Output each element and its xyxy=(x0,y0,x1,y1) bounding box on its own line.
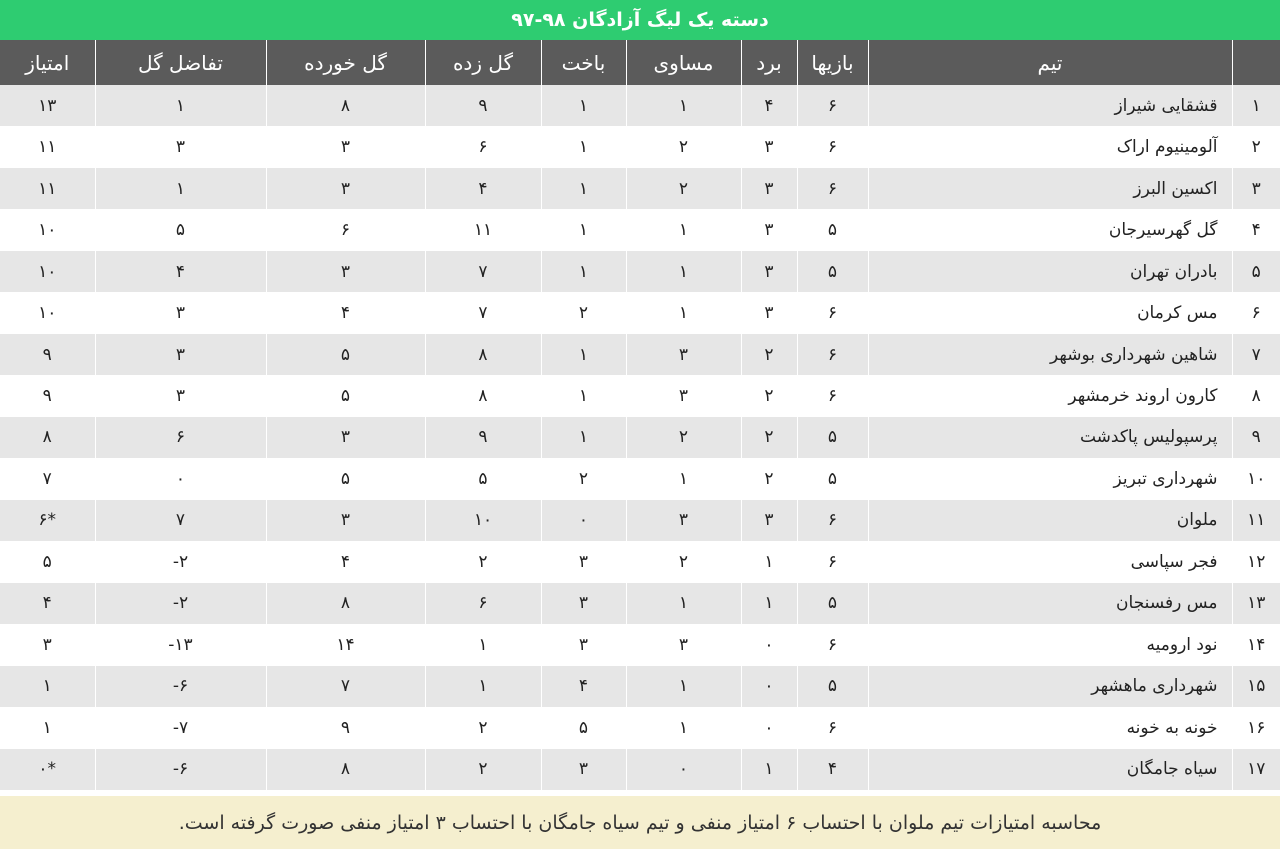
goals-for-cell: ۲ xyxy=(425,707,541,748)
draws-cell: ۱ xyxy=(626,209,741,250)
goals-for-cell: ۹ xyxy=(425,417,541,458)
losses-cell: ۳ xyxy=(541,624,626,665)
draws-cell: ۱ xyxy=(626,583,741,624)
wins-cell: ۰ xyxy=(741,666,797,707)
draws-cell: ۱ xyxy=(626,292,741,333)
table-row xyxy=(0,85,1280,126)
draws-cell: ۳ xyxy=(626,624,741,665)
rank-cell: ۹ xyxy=(1232,417,1280,458)
goals-against-cell: ۵ xyxy=(266,458,425,499)
goals-against-cell: ۸ xyxy=(266,85,425,126)
goal-diff-cell: ۱ xyxy=(95,85,266,126)
points-cell: ۱۱ xyxy=(38,137,57,158)
rank-cell: ۶ xyxy=(1232,292,1280,333)
points-cell: ۹ xyxy=(42,344,52,365)
team-name-cell: شهرداری ماهشهر xyxy=(868,666,1232,707)
points-cell: ۱ xyxy=(42,676,52,697)
goals-against-cell: ۹ xyxy=(266,707,425,748)
team-name-cell: سیاه جامگان xyxy=(868,749,1232,790)
rank-cell: ۱۶ xyxy=(1232,707,1280,748)
goal-diff-cell: ۳ xyxy=(95,126,266,167)
goal-diff-cell: ۳ xyxy=(95,292,266,333)
footnote: محاسبه امتیازات تیم ملوان با احتساب ۶ امتیاز منفی و تیم سیاه جامگان با احتساب ۳ امتیاز منفی صورت گرفته است. xyxy=(0,796,1280,849)
team-name-cell: گل گهرسیرجان xyxy=(868,209,1232,250)
points-cell: ۱۰ xyxy=(38,220,57,241)
team-name-cell: پرسپولیس پاکدشت xyxy=(868,417,1232,458)
points-cell: ۷ xyxy=(42,468,52,489)
rank-cell: ۲ xyxy=(1232,126,1280,167)
rank-cell: ۸ xyxy=(1232,375,1280,416)
header-row xyxy=(0,40,1280,85)
header-wins: برد xyxy=(741,40,797,85)
header-goals-for: گل زده xyxy=(425,40,541,85)
points-cell: ۱۰ xyxy=(38,261,57,282)
wins-cell: ۳ xyxy=(741,292,797,333)
goal-diff-cell: -۲ xyxy=(95,583,266,624)
losses-cell: ۱ xyxy=(541,417,626,458)
rank-cell: ۱۴ xyxy=(1232,624,1280,665)
table-row xyxy=(0,500,1280,541)
goals-for-cell: ۶ xyxy=(425,583,541,624)
table-row xyxy=(0,292,1280,333)
goals-against-cell: ۶ xyxy=(266,209,425,250)
header-goal-diff: تفاضل گل xyxy=(95,40,266,85)
table-row xyxy=(0,417,1280,458)
goal-diff-cell: ۳ xyxy=(95,334,266,375)
wins-cell: ۲ xyxy=(741,375,797,416)
played-cell: ۶ xyxy=(797,375,868,416)
points-cell: ۸ xyxy=(42,427,52,448)
table-row xyxy=(0,707,1280,748)
goals-for-cell: ۸ xyxy=(425,375,541,416)
table-row xyxy=(0,583,1280,624)
played-cell: ۵ xyxy=(797,458,868,499)
losses-cell: ۱ xyxy=(541,126,626,167)
goals-against-cell: ۴ xyxy=(266,292,425,333)
goals-for-cell: ۷ xyxy=(425,251,541,292)
rank-cell: ۱۱ xyxy=(1232,500,1280,541)
wins-cell: ۰ xyxy=(741,707,797,748)
header-team: تیم xyxy=(868,40,1232,85)
draws-cell: ۱ xyxy=(626,666,741,707)
wins-cell: ۱ xyxy=(741,583,797,624)
rank-cell: ۳ xyxy=(1232,168,1280,209)
rank-cell: ۷ xyxy=(1232,334,1280,375)
goals-for-cell: ۷ xyxy=(425,292,541,333)
goals-against-cell: ۵ xyxy=(266,375,425,416)
goals-against-cell: ۸ xyxy=(266,583,425,624)
draws-cell: ۱ xyxy=(626,85,741,126)
goals-for-cell: ۱ xyxy=(425,666,541,707)
points-cell: ۳ xyxy=(42,634,52,655)
wins-cell: ۲ xyxy=(741,458,797,499)
goal-diff-cell: ۶ xyxy=(95,417,266,458)
played-cell: ۵ xyxy=(797,417,868,458)
points-cell: ۶* xyxy=(38,510,57,531)
goals-for-cell: ۹ xyxy=(425,85,541,126)
team-name-cell: ملوان xyxy=(868,500,1232,541)
played-cell: ۶ xyxy=(797,707,868,748)
losses-cell: ۱ xyxy=(541,209,626,250)
table-row xyxy=(0,624,1280,665)
wins-cell: ۳ xyxy=(741,168,797,209)
losses-cell: ۲ xyxy=(541,458,626,499)
team-name-cell: اکسین البرز xyxy=(868,168,1232,209)
goals-for-cell: ۱۰ xyxy=(425,500,541,541)
table-row xyxy=(0,334,1280,375)
played-cell: ۶ xyxy=(797,168,868,209)
losses-cell: ۳ xyxy=(541,749,626,790)
goals-against-cell: ۳ xyxy=(266,500,425,541)
standings-table xyxy=(0,40,1280,790)
table-row xyxy=(0,375,1280,416)
goal-diff-cell: ۱ xyxy=(95,168,266,209)
played-cell: ۶ xyxy=(797,541,868,582)
losses-cell: ۰ xyxy=(541,500,626,541)
played-cell: ۶ xyxy=(797,624,868,665)
rank-cell: ۱۳ xyxy=(1232,583,1280,624)
wins-cell: ۱ xyxy=(741,541,797,582)
table-row xyxy=(0,209,1280,250)
wins-cell: ۱ xyxy=(741,749,797,790)
played-cell: ۶ xyxy=(797,85,868,126)
rank-cell: ۱۲ xyxy=(1232,541,1280,582)
goal-diff-cell: -۱۳ xyxy=(95,624,266,665)
goals-against-cell: ۱۴ xyxy=(266,624,425,665)
table-row xyxy=(0,251,1280,292)
rank-cell: ۱۵ xyxy=(1232,666,1280,707)
draws-cell: ۲ xyxy=(626,541,741,582)
team-name-cell: شاهین شهرداری بوشهر xyxy=(868,334,1232,375)
table-body xyxy=(0,85,1280,790)
draws-cell: ۱ xyxy=(626,458,741,499)
rank-cell: ۴ xyxy=(1232,209,1280,250)
played-cell: ۶ xyxy=(797,126,868,167)
wins-cell: ۳ xyxy=(741,126,797,167)
points-cell: ۰* xyxy=(38,759,57,780)
goals-against-cell: ۴ xyxy=(266,541,425,582)
team-name-cell: نود ارومیه xyxy=(868,624,1232,665)
played-cell: ۵ xyxy=(797,666,868,707)
losses-cell: ۱ xyxy=(541,168,626,209)
table-row xyxy=(0,126,1280,167)
header-rank xyxy=(1232,40,1280,85)
wins-cell: ۰ xyxy=(741,624,797,665)
wins-cell: ۳ xyxy=(741,209,797,250)
points-cell: ۱ xyxy=(42,717,52,738)
goal-diff-cell: ۳ xyxy=(95,375,266,416)
draws-cell: ۳ xyxy=(626,334,741,375)
losses-cell: ۳ xyxy=(541,583,626,624)
draws-cell: ۳ xyxy=(626,375,741,416)
points-cell: ۵ xyxy=(42,551,52,572)
goal-diff-cell: -۷ xyxy=(95,707,266,748)
goal-diff-cell: -۶ xyxy=(95,666,266,707)
team-name-cell: شهرداری تبریز xyxy=(868,458,1232,499)
losses-cell: ۳ xyxy=(541,541,626,582)
goal-diff-cell: ۴ xyxy=(95,251,266,292)
points-cell: ۱۳ xyxy=(38,95,57,116)
losses-cell: ۱ xyxy=(541,334,626,375)
losses-cell: ۱ xyxy=(541,375,626,416)
goals-for-cell: ۶ xyxy=(425,126,541,167)
points-cell: ۴ xyxy=(42,593,52,614)
goals-for-cell: ۱ xyxy=(425,624,541,665)
points-cell: ۹ xyxy=(42,386,52,407)
goals-against-cell: ۸ xyxy=(266,749,425,790)
table-row xyxy=(0,666,1280,707)
goals-against-cell: ۷ xyxy=(266,666,425,707)
team-name-cell: بادران تهران xyxy=(868,251,1232,292)
played-cell: ۶ xyxy=(797,500,868,541)
played-cell: ۵ xyxy=(797,209,868,250)
rank-cell: ۵ xyxy=(1232,251,1280,292)
goals-against-cell: ۳ xyxy=(266,168,425,209)
played-cell: ۶ xyxy=(797,292,868,333)
table-row xyxy=(0,168,1280,209)
losses-cell: ۱ xyxy=(541,251,626,292)
team-name-cell: کارون اروند خرمشهر xyxy=(868,375,1232,416)
goals-for-cell: ۱۱ xyxy=(425,209,541,250)
draws-cell: ۲ xyxy=(626,126,741,167)
goals-for-cell: ۲ xyxy=(425,749,541,790)
goal-diff-cell: -۲ xyxy=(95,541,266,582)
draws-cell: ۲ xyxy=(626,417,741,458)
header-draws: مساوی xyxy=(626,40,741,85)
header-losses: باخت xyxy=(541,40,626,85)
draws-cell: ۱ xyxy=(626,707,741,748)
goals-for-cell: ۵ xyxy=(425,458,541,499)
wins-cell: ۳ xyxy=(741,500,797,541)
played-cell: ۴ xyxy=(797,749,868,790)
losses-cell: ۵ xyxy=(541,707,626,748)
goal-diff-cell: ۰ xyxy=(95,458,266,499)
team-name-cell: قشقایی شیراز xyxy=(868,85,1232,126)
table-row xyxy=(0,458,1280,499)
team-name-cell: مس رفسنجان xyxy=(868,583,1232,624)
played-cell: ۵ xyxy=(797,583,868,624)
rank-cell: ۱ xyxy=(1232,85,1280,126)
draws-cell: ۱ xyxy=(626,251,741,292)
losses-cell: ۴ xyxy=(541,666,626,707)
goal-diff-cell: -۶ xyxy=(95,749,266,790)
points-cell: ۱۱ xyxy=(38,178,57,199)
header-goals-against: گل خورده xyxy=(266,40,425,85)
draws-cell: ۳ xyxy=(626,500,741,541)
table-row xyxy=(0,749,1280,790)
rank-cell: ۱۷ xyxy=(1232,749,1280,790)
points-cell: ۱۰ xyxy=(38,303,57,324)
goals-for-cell: ۴ xyxy=(425,168,541,209)
rank-cell: ۱۰ xyxy=(1232,458,1280,499)
header-points: امتیاز xyxy=(25,50,70,75)
team-name-cell: خونه به خونه xyxy=(868,707,1232,748)
goals-against-cell: ۵ xyxy=(266,334,425,375)
losses-cell: ۲ xyxy=(541,292,626,333)
draws-cell: ۰ xyxy=(626,749,741,790)
wins-cell: ۲ xyxy=(741,417,797,458)
losses-cell: ۱ xyxy=(541,85,626,126)
goals-for-cell: ۲ xyxy=(425,541,541,582)
goal-diff-cell: ۷ xyxy=(95,500,266,541)
team-name-cell: مس کرمان xyxy=(868,292,1232,333)
draws-cell: ۲ xyxy=(626,168,741,209)
goals-against-cell: ۳ xyxy=(266,251,425,292)
played-cell: ۶ xyxy=(797,334,868,375)
goals-for-cell: ۸ xyxy=(425,334,541,375)
team-name-cell: آلومینیوم اراک xyxy=(868,126,1232,167)
goals-against-cell: ۳ xyxy=(266,126,425,167)
wins-cell: ۴ xyxy=(741,85,797,126)
table-row xyxy=(0,541,1280,582)
goals-against-cell: ۳ xyxy=(266,417,425,458)
wins-cell: ۳ xyxy=(741,251,797,292)
header-played: بازیها xyxy=(797,40,868,85)
team-name-cell: فجر سپاسی xyxy=(868,541,1232,582)
wins-cell: ۲ xyxy=(741,334,797,375)
goal-diff-cell: ۵ xyxy=(95,209,266,250)
table-title: دسته یک لیگ آزادگان ۹۸-۹۷ xyxy=(0,0,1280,40)
played-cell: ۵ xyxy=(797,251,868,292)
